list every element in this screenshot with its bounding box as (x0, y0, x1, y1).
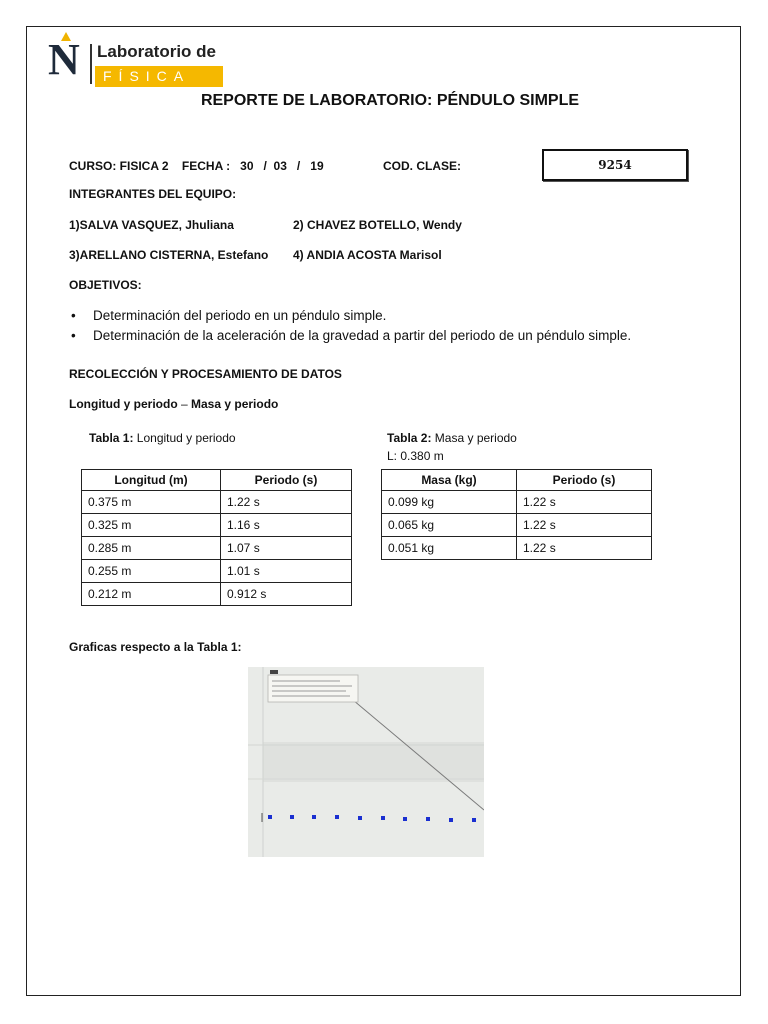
team-member-4: 4) ANDIA ACOSTA Marisol (293, 248, 442, 262)
graphs-heading: Graficas respecto a la Tabla 1: (69, 640, 242, 654)
class-code-box (542, 149, 688, 181)
table2-caption: Tabla 2: Masa y periodo (387, 431, 517, 445)
table1-caption: Tabla 1: Longitud y periodo (89, 431, 236, 445)
report-title: REPORTE DE LABORATORIO: PÉNDULO SIMPLE (200, 92, 580, 109)
table-row: 0.065 kg 1.22 s (382, 514, 652, 537)
team-heading: INTEGRANTES DEL EQUIPO: (69, 187, 237, 201)
class-code-value: 9254 (598, 158, 632, 172)
column-header: Masa (kg) (382, 470, 517, 491)
column-header: Periodo (s) (221, 470, 352, 491)
logo-line1: Laboratorio de (97, 42, 217, 61)
graph-photo-image (248, 667, 484, 857)
course-row: CURSO: FISICA 2 FECHA : 30 / 03 / 19 (69, 159, 324, 173)
table-row: 0.051 kg 1.22 s (382, 537, 652, 560)
table-header-row (82, 470, 352, 491)
table-row: 0.099 kg 1.22 s (382, 491, 652, 514)
section-subheading: Longitud y periodo – Masa y periodo (69, 397, 279, 411)
team-member-3: 3)ARELLANO CISTERNA, Estefano (69, 248, 269, 262)
section-heading: RECOLECCIÓN Y PROCESAMIENTO DE DATOS (69, 367, 342, 381)
logo-divider (90, 44, 92, 84)
date-month: 03 (273, 159, 287, 173)
objectives-heading: OBJETIVOS: (69, 278, 142, 292)
column-header: Longitud (m) (82, 470, 221, 491)
lab-logo (48, 30, 228, 90)
logo-line2: FÍSICA (95, 66, 223, 87)
table-row: 0.325 m 1.16 s (82, 514, 352, 537)
objectives-list (68, 306, 631, 346)
date-label: FECHA : (181, 159, 231, 173)
table2-note: L: 0.380 m (387, 449, 444, 463)
table1 (81, 469, 352, 606)
date-day: 30 (240, 159, 254, 173)
table-row: 0.285 m 1.07 s (82, 537, 352, 560)
objective-item: • Determinación de la aceleración de la gravedad a partir del periodo de un péndulo simple. (68, 326, 631, 346)
class-code-label: COD. CLASE: (383, 159, 461, 173)
table-row: 0.375 m 1.22 s (82, 491, 352, 514)
logo-letter: N (48, 35, 80, 84)
date-year: 19 (310, 159, 324, 173)
objective-item: • Determinación del periodo en un péndulo simple. (68, 306, 631, 326)
column-header: Periodo (s) (517, 470, 652, 491)
course-label: CURSO: FISICA 2 (69, 159, 169, 173)
graph-photo (248, 667, 484, 857)
table2 (381, 469, 652, 560)
team-member-1: 1)SALVA VASQUEZ, Jhuliana (69, 218, 234, 232)
table-row: 0.255 m 1.01 s (82, 560, 352, 583)
table-row: 0.212 m 0.912 s (82, 583, 352, 606)
table-header-row (382, 470, 652, 491)
team-member-2: 2) CHAVEZ BOTELLO, Wendy (293, 218, 462, 232)
